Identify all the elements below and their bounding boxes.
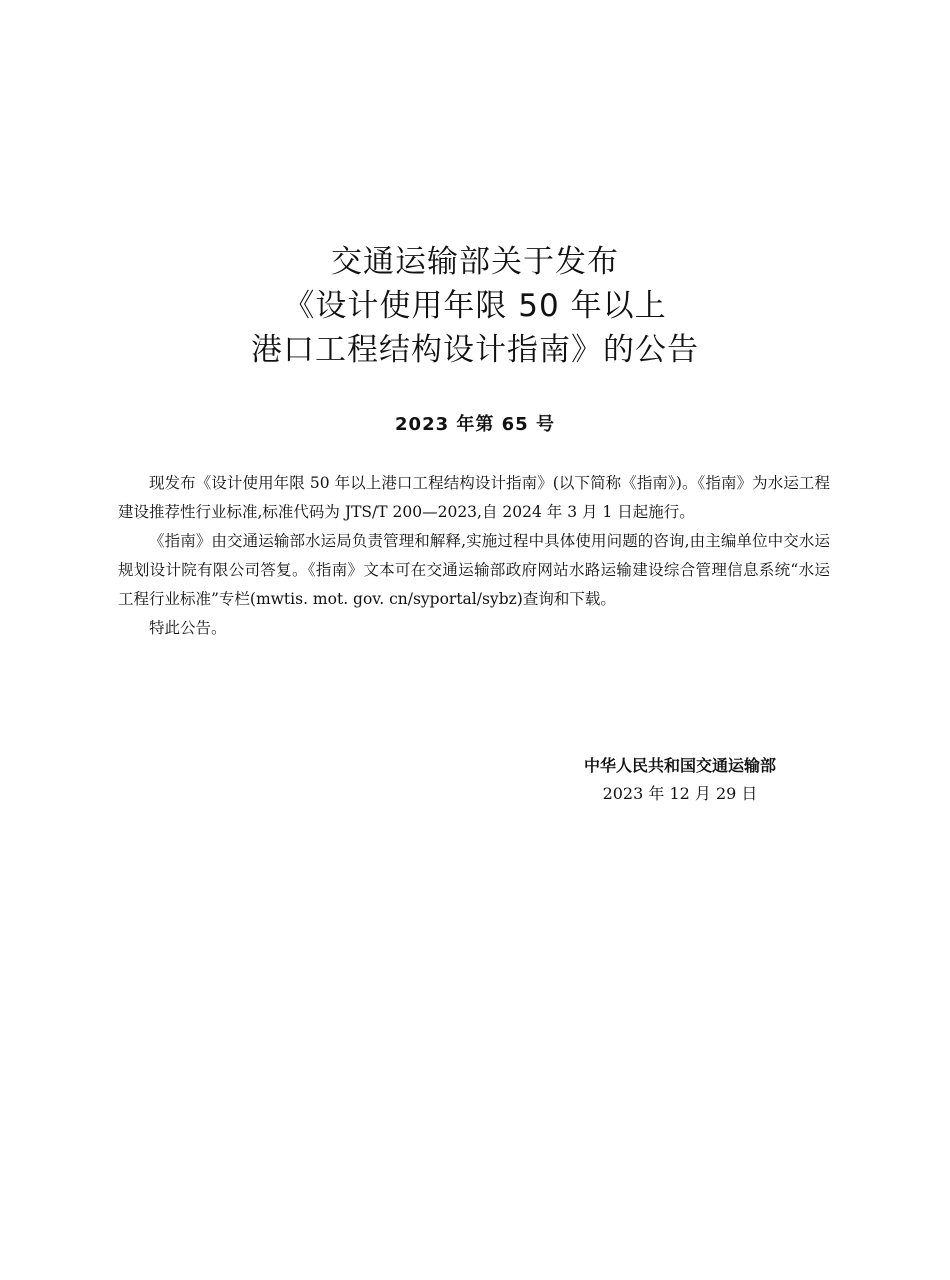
- announcement-title: [0, 240, 950, 372]
- body-paragraph-3: 特此公告。: [149, 619, 227, 637]
- body-paragraph-2: 《指南》由交通运输部水运局负责管理和解释,实施过程中具体使用问题的咨询,由主编单位中交水运规划设计院有限公司答复。《指南》文本可在交通运输部政府网站水路运输建设综合管理信息系统“水运工程行业标准”专栏(mwtis. mot. gov. cn/syportal/sybz)查询和下载。: [118, 532, 830, 608]
- title-line-2: 《设计使用年限 50 年以上: [283, 288, 667, 324]
- title-line-1: 交通运输部关于发布: [331, 244, 619, 280]
- announcement-body: [118, 469, 830, 643]
- issuing-organization: 中华人民共和国交通运输部: [583, 756, 776, 775]
- document-number: 2023 年第 65 号: [395, 414, 555, 435]
- body-paragraph-1: 现发布《设计使用年限 50 年以上港口工程结构设计指南》(以下简称《指南》)。《指南》为水运工程建设推荐性行业标准,标准代码为 JTS/T 200—2023,自 2024 年 3 月 1 日起施行。: [118, 474, 830, 521]
- title-line-3: 港口工程结构设计指南》的公告: [251, 332, 699, 368]
- issue-date: 2023 年 12 月 29 日: [602, 784, 758, 803]
- signature-block: [560, 752, 800, 808]
